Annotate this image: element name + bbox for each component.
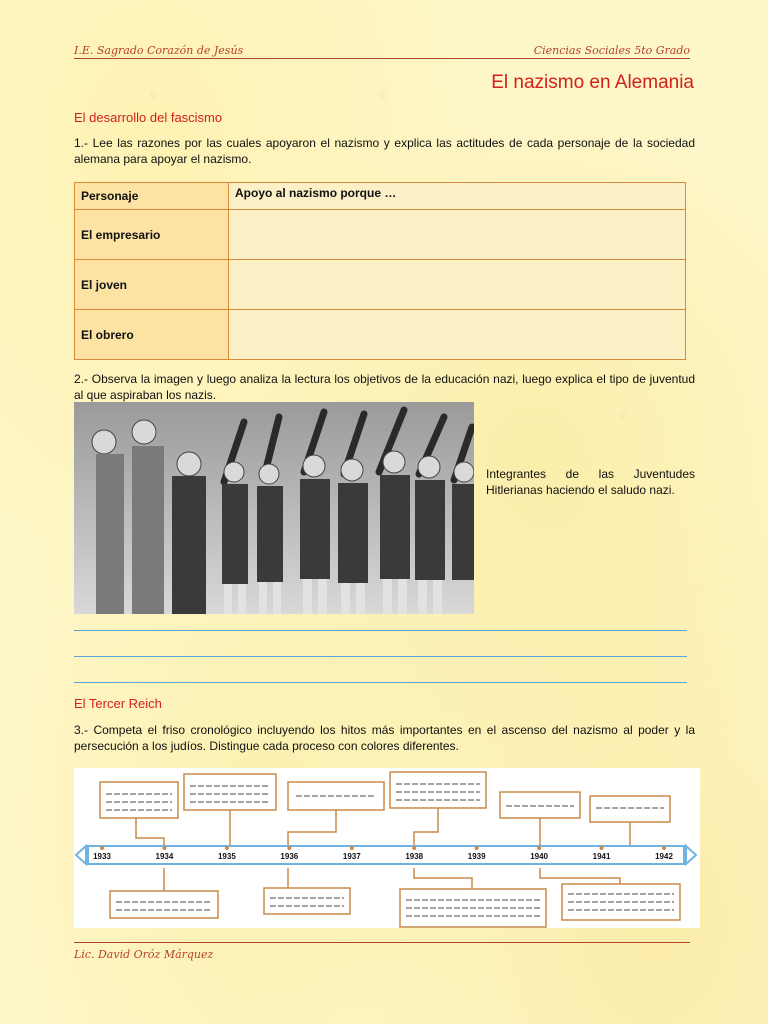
- photo-caption: Integrantes de las Juventudes Hitlerianas haciendo el saludo nazi.: [486, 467, 695, 497]
- table-header-personaje: Personaje: [75, 183, 229, 210]
- timeline-tick: [412, 846, 416, 850]
- table-row: [75, 260, 686, 310]
- header-course: Ciencias Sociales 5to Grado: [533, 44, 690, 57]
- timeline-year-label: 1939: [467, 852, 486, 861]
- table-row: [75, 210, 686, 260]
- timeline-year-label: 1933: [93, 852, 111, 861]
- question-1: 1.- Lee las razones por las cuales apoyaron el nazismo y explica las actitudes de cada personaje de la sociedad alemana para apoyar el nazismo.: [74, 136, 695, 166]
- table-header-row: [75, 183, 686, 210]
- timeline-year-label: 1938: [405, 852, 424, 861]
- header-school: I.E. Sagrado Corazón de Jesús: [74, 44, 244, 57]
- watermark: ©: [377, 88, 390, 103]
- timeline-frieze: [74, 768, 700, 928]
- footer-divider: [74, 942, 690, 943]
- question-3: 3.- Competa el friso cronológico incluyendo los hitos más importantes en el ascenso del nazismo al poder y la persecución a los judíos. Distingue cada proceso con colores diferentes.: [74, 723, 695, 753]
- table-row: [75, 310, 686, 360]
- timeline-tick: [162, 846, 166, 850]
- timeline-year-label: 1940: [530, 852, 549, 861]
- watermark: ©: [617, 408, 630, 423]
- timeline-tick: [100, 846, 104, 850]
- timeline-arrow-left: [76, 846, 86, 864]
- timeline-tick: [225, 846, 229, 850]
- personaje-table: [74, 182, 686, 360]
- timeline-tick: [662, 846, 666, 850]
- timeline-year-label: 1941: [592, 852, 611, 861]
- footer-author: Lic. David Oróz Márquez: [74, 948, 214, 961]
- timeline-year-label: 1934: [155, 852, 174, 861]
- answer-cell-joven[interactable]: [229, 260, 686, 310]
- section-heading-fascismo: El desarrollo del fascismo: [74, 110, 223, 125]
- timeline-year-label: 1942: [655, 852, 673, 861]
- timeline-tick: [600, 846, 604, 850]
- table-header-apoyo: Apoyo al nazismo porque …: [229, 183, 686, 210]
- hitler-youth-photo: [74, 402, 474, 614]
- answer-cell-empresario[interactable]: [229, 210, 686, 260]
- header-divider: [74, 58, 690, 59]
- answer-cell-obrero[interactable]: [229, 310, 686, 360]
- timeline-tick: [287, 846, 291, 850]
- timeline-year-label: 1935: [217, 852, 236, 861]
- row-label-joven: El joven: [75, 260, 229, 310]
- answer-line[interactable]: [74, 682, 687, 683]
- timeline-tick: [537, 846, 541, 850]
- page-title: El nazismo en Alemania: [491, 72, 694, 93]
- question-2: 2.- Observa la imagen y luego analiza la lectura los objetivos de la educación nazi, luego explica el tipo de juventud al que aspiraban los nazis.: [74, 372, 695, 402]
- timeline-tick: [475, 846, 479, 850]
- answer-line[interactable]: [74, 630, 687, 631]
- timeline-year-label: 1936: [280, 852, 299, 861]
- section-heading-tercer-reich: El Tercer Reich: [74, 696, 162, 711]
- timeline-arrow-right: [686, 846, 696, 864]
- timeline-year-label: 1937: [342, 852, 361, 861]
- answer-line[interactable]: [74, 656, 687, 657]
- row-label-obrero: El obrero: [75, 310, 229, 360]
- timeline-tick: [350, 846, 354, 850]
- row-label-empresario: El empresario: [75, 210, 229, 260]
- watermark: ©: [147, 88, 160, 103]
